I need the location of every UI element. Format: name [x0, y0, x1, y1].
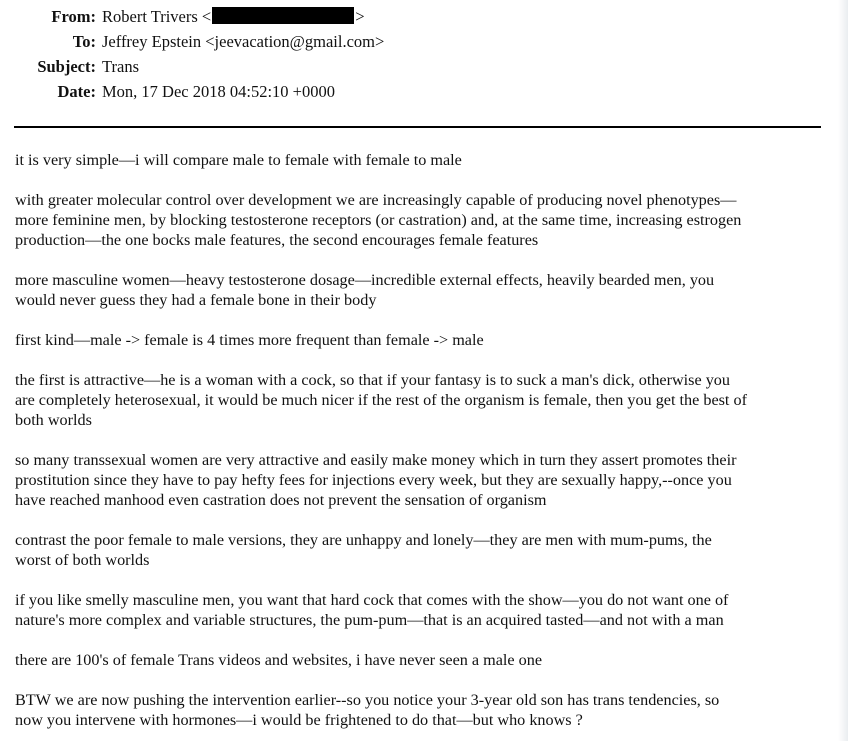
header-from-value [102, 4, 365, 29]
header-date-value: Mon, 17 Dec 2018 04:52:10 +0000 [102, 82, 335, 101]
body-paragraph [15, 530, 837, 570]
body-line: so many transsexual women are very attractive and easily make money which in turn they assert promotes their [15, 451, 737, 469]
body-line: both worlds [15, 411, 92, 429]
email-body [15, 150, 837, 750]
sender-name: Robert Trivers < [102, 7, 212, 26]
body-line: nature's more complex and variable structures, the pum-pum—that is an acquired tasted—and not with a man [15, 611, 724, 629]
body-paragraph [15, 190, 837, 250]
sender-close-bracket: > [355, 7, 365, 26]
body-paragraph [15, 270, 837, 310]
body-paragraph [15, 150, 837, 170]
body-paragraph [15, 590, 837, 630]
body-line: more feminine men, by blocking testosterone receptors (or castration) and, at the same time, increasing estrogen [15, 211, 742, 229]
body-line: first kind—male -> female is 4 times more frequent than female -> male [15, 331, 484, 349]
header-subject-label: Subject: [37, 57, 96, 76]
body-line: there are 100's of female Trans videos and websites, i have never seen a male one [15, 651, 543, 669]
header-subject-row [0, 54, 848, 79]
body-paragraph [15, 370, 837, 430]
body-paragraph [15, 450, 837, 510]
header-to-row [0, 29, 848, 54]
body-line: if you like smelly masculine men, you want that hard cock that comes with the show—you do not want one of [15, 591, 729, 609]
body-line: have reached manhood even castration does not prevent the sensation of organism [15, 491, 547, 509]
email-headers [0, 4, 848, 104]
body-line: with greater molecular control over development we are increasingly capable of producing novel phenotypes— [15, 191, 737, 209]
body-line: production—the one bocks male features, the second encourages female features [15, 231, 539, 249]
body-paragraph [15, 330, 837, 350]
body-line: prostitution since they have to pay hefty fees for injections every week, but they are sexually happy,--once you [15, 471, 732, 489]
header-from-row [0, 4, 848, 29]
body-line: it is very simple—i will compare male to female with female to male [15, 151, 462, 169]
body-paragraph [15, 690, 837, 730]
scan-edge-shadow [838, 0, 848, 741]
body-line: would never guess they had a female bone in their body [15, 291, 377, 309]
header-date-label: Date: [57, 82, 96, 101]
body-line: are completely heterosexual, it would be much nicer if the rest of the organism is female, then you get the best of [15, 391, 747, 409]
header-to-label: To: [72, 32, 96, 51]
body-line: more masculine women—heavy testosterone dosage—incredible external effects, heavily bearded men, you [15, 271, 715, 289]
header-to-value: Jeffrey Epstein <jeevacation@gmail.com> [102, 32, 385, 51]
header-subject-value: Trans [102, 57, 139, 76]
redaction-box [212, 7, 354, 24]
header-from-label: From: [51, 7, 96, 26]
header-date-row [0, 79, 848, 104]
body-line: BTW we are now pushing the intervention earlier--so you notice your 3-year old son has trans tendencies, so [15, 691, 720, 709]
header-divider [14, 126, 821, 128]
body-paragraph [15, 650, 837, 670]
body-line: the first is attractive—he is a woman with a cock, so that if your fantasy is to suck a man's dick, otherwise you [15, 371, 730, 389]
body-line: contrast the poor female to male versions, they are unhappy and lonely—they are men with mum-pums, the [15, 531, 712, 549]
body-line: now you intervene with hormones—i would be frightened to do that—but who knows ? [15, 711, 583, 729]
body-line: worst of both worlds [15, 551, 150, 569]
